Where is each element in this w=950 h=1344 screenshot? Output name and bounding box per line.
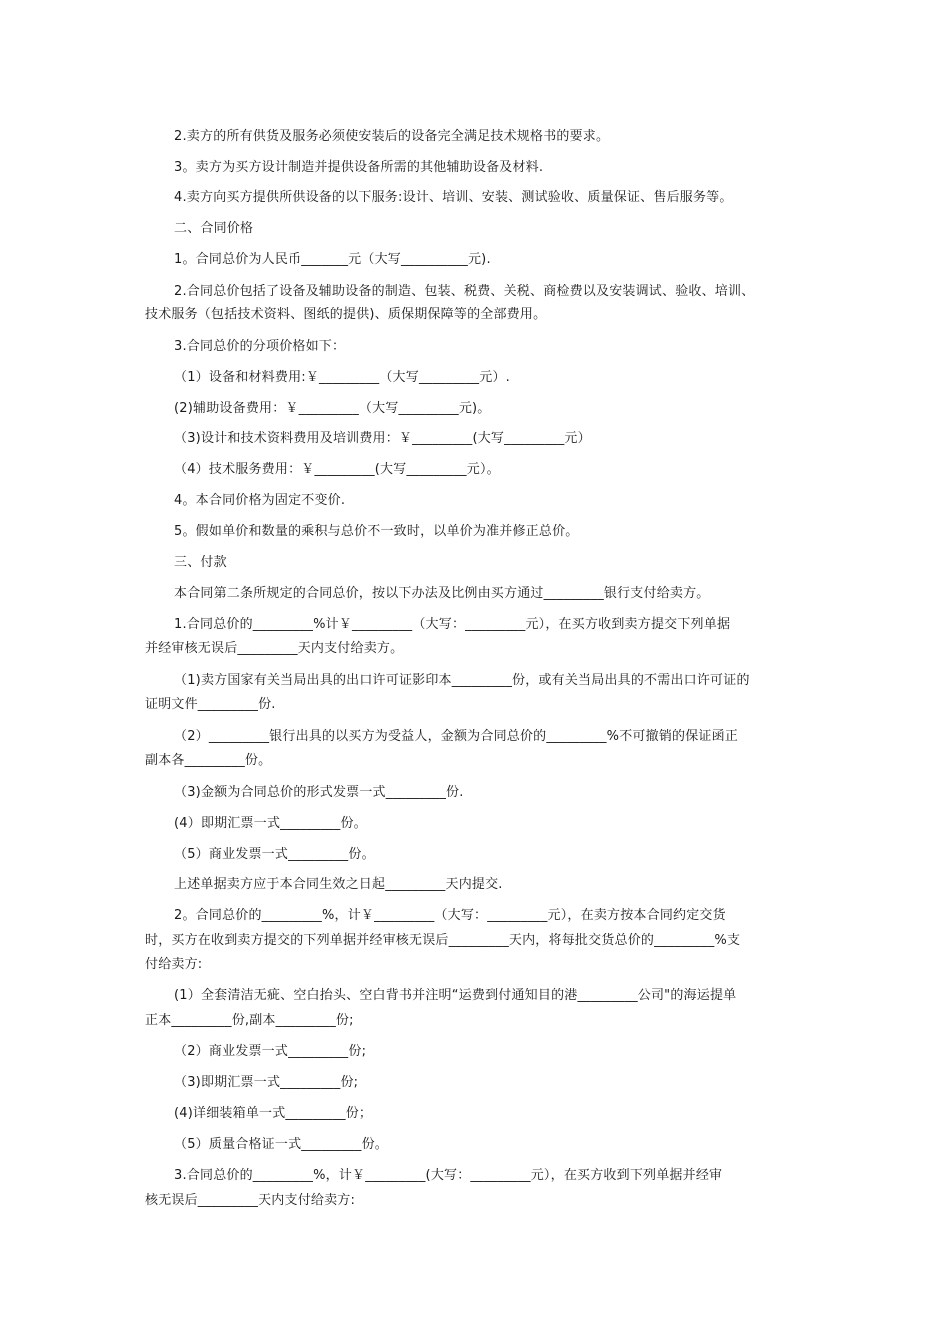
paragraph-line: （5）商业发票一式_________份。 [174,847,375,862]
section-heading: 三、付款 [174,555,227,570]
paragraph-line: 正本_________份,副本_________份; [145,1013,354,1028]
paragraph-line: (2)辅助设备费用：￥_________（大写_________元)。 [174,401,491,416]
paragraph-line: (1）全套清洁无疵、空白抬头、空白背书并注明“运费到付通知目的港_________公司"的海运提单 [174,988,737,1003]
paragraph-line: 并经审核无误后_________天内支付给卖方。 [145,641,404,656]
paragraph-line: 上述单据卖方应于本合同生效之日起_________天内提交. [174,877,503,892]
paragraph-line: 3.合同总价的分项价格如下： [174,339,346,354]
paragraph-line: 2。合同总价的_________%，计￥_________（大写：_________元），在卖方按本合同约定交货 [174,908,726,923]
paragraph-line: （1)卖方国家有关当局出具的出口许可证影印本_________份，或有关当局出具的不需出口许可证的 [174,673,750,688]
paragraph-line: （5）质量合格证一式_________份。 [174,1137,388,1152]
paragraph-line: 技术服务（包括技术资料、图纸的提供)、质保期保障等的全部费用。 [145,307,547,322]
paragraph-line: （3)设计和技术资料费用及培训费用：￥_________(大写_________元） [174,431,591,446]
paragraph-line: （3)金额为合同总价的形式发票一式_________份. [174,785,464,800]
paragraph-line: (4）即期汇票一式_________份。 [174,816,367,831]
paragraph-line: 2.合同总价包括了设备及辅助设备的制造、包装、税费、关税、商检费以及安装调试、验收、培训、 [174,284,755,299]
paragraph-line: 4.卖方向买方提供所供设备的以下服务:设计、培训、安装、测试验收、质量保证、售后服务等。 [174,190,733,205]
paragraph-line: （1）设备和材料费用:￥_________（大写_________元）. [174,370,510,385]
paragraph-line: 5。假如单价和数量的乘积与总价不一致时，以单价为准并修正总价。 [174,524,579,539]
paragraph-line: （2）_________银行出具的以买方为受益人，金额为合同总价的_________%不可撤销的保证函正 [174,729,739,744]
paragraph-line: 1。合同总价为人民币_______元（大写__________元). [174,252,491,267]
paragraph-line: 2.卖方的所有供货及服务必须使安装后的设备完全满足技术规格书的要求。 [174,129,610,144]
paragraph-line: 时，买方在收到卖方提交的下列单据并经审核无误后_________天内，将每批交货总价的_________%支 [145,933,741,948]
paragraph-line: 3.合同总价的_________%，计￥_________(大写：_________元），在买方收到下列单据并经审 [174,1168,723,1183]
paragraph-line: 付给卖方: [145,957,203,972]
paragraph-line: 本合同第二条所规定的合同总价，按以下办法及比例由买方通过_________银行支付给卖方。 [174,586,710,601]
section-heading: 二、合同价格 [174,221,254,236]
paragraph-line: 1.合同总价的_________%计￥_________（大写：_________元），在买方收到卖方提交下列单据 [174,617,731,632]
paragraph-line: 3。卖方为买方设计制造并提供设备所需的其他辅助设备及材料. [174,160,544,175]
paragraph-line: (4)详细装箱单一式_________份； [174,1106,373,1121]
paragraph-line: 副本各_________份。 [145,753,272,768]
paragraph-line: （3)即期汇票一式_________份; [174,1075,359,1090]
paragraph-line: 核无误后_________天内支付给卖方: [145,1193,356,1208]
paragraph-line: （2）商业发票一式_________份; [174,1044,367,1059]
paragraph-line: （4）技术服务费用：￥_________(大写_________元）。 [174,462,500,477]
paragraph-line: 证明文件_________份. [145,697,276,712]
paragraph-line: 4。本合同价格为固定不变价. [174,493,346,508]
